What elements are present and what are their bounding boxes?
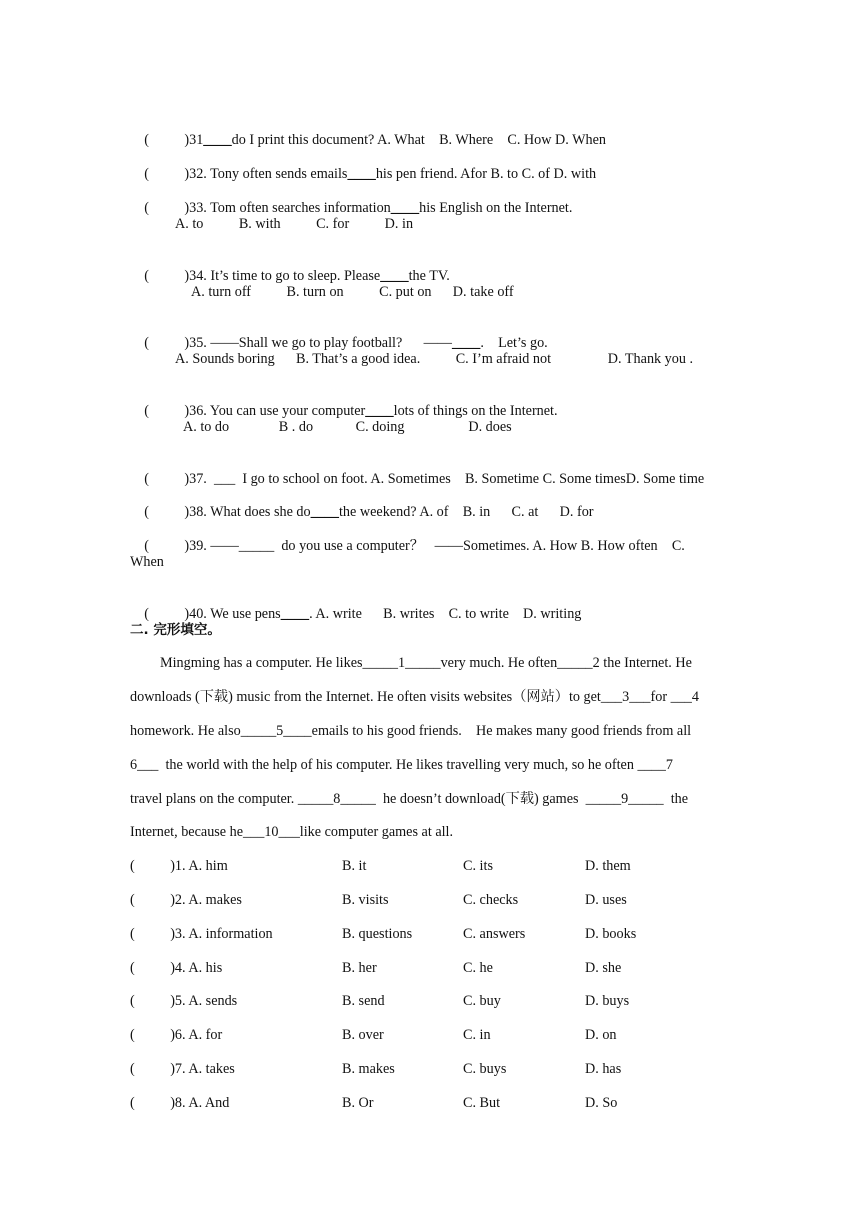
option-c: C. But <box>463 1095 501 1111</box>
question-number: 39 <box>189 538 204 554</box>
option-a: A. for <box>188 1027 223 1043</box>
option-b: B. visits <box>342 892 389 908</box>
option-d: D. uses <box>585 892 627 908</box>
blank: ____ <box>380 268 409 284</box>
answer-paren <box>130 1060 235 1078</box>
question-number: 38 <box>189 504 204 520</box>
paren-text: ( ) <box>130 892 175 908</box>
answer-paren: ( ) <box>144 268 190 284</box>
answer-paren: ( ) <box>144 606 190 622</box>
number-separator: . <box>182 960 189 976</box>
answer-paren: ( ) <box>144 504 190 520</box>
question-text: . Let’s go. <box>480 335 548 351</box>
question-number: 7 <box>174 1061 183 1077</box>
question-number: 6 <box>174 1027 183 1043</box>
answer-paren <box>130 925 273 943</box>
option-a: A. sends <box>188 993 238 1009</box>
answer-paren: ( ) <box>144 471 190 487</box>
blank: ____ <box>347 166 376 182</box>
option-c: C. answers <box>463 926 526 942</box>
passage-text: Internet, because he___10___like computer games at all. <box>130 824 454 840</box>
option-d: D. buys <box>585 993 630 1009</box>
question-text: . What does she do <box>203 504 311 520</box>
passage-text: downloads (下载) music from the Internet. He often visits websites（网站）to get___3___for ___4 <box>130 689 699 705</box>
question-text: . It’s time to go to sleep. Please <box>203 268 381 284</box>
question-text: the TV. <box>408 268 450 284</box>
number-separator: . <box>182 892 189 908</box>
blank: ____ <box>310 504 339 520</box>
question-number: 8 <box>174 1095 183 1111</box>
question-text: . A. write B. writes C. to write D. writing <box>309 606 582 622</box>
options-34: A. turn off B. turn on C. put on D. take off <box>191 284 514 300</box>
answer-paren <box>130 857 228 875</box>
paren-text: ( ) <box>130 858 175 874</box>
answer-paren <box>130 891 242 909</box>
answer-paren <box>130 959 222 977</box>
question-number: 40 <box>189 606 204 622</box>
question-text: . We use pens <box>203 606 281 622</box>
option-d: D. on <box>585 1027 617 1043</box>
option-c: C. in <box>463 1027 491 1043</box>
passage-line-6 <box>130 823 453 841</box>
paren-text: ( ) <box>130 1061 175 1077</box>
passage-line-3 <box>130 722 691 740</box>
option-a: A. makes <box>188 892 242 908</box>
blank: ____ <box>451 335 481 351</box>
options-35: A. Sounds boring B. That’s a good idea. C. I’m afraid not D. Thank you . <box>175 351 694 367</box>
option-b: B. over <box>342 1027 384 1043</box>
blank: ____ <box>365 403 394 419</box>
options-33: A. to B. with C. for D. in <box>175 216 414 232</box>
number-separator: . <box>182 1027 189 1043</box>
option-b: B. makes <box>342 1061 395 1077</box>
question-text: . Tony often sends emails <box>203 166 348 182</box>
question-number: 36 <box>189 403 204 419</box>
question-number: 32 <box>189 166 204 182</box>
option-d: D. books <box>585 926 637 942</box>
option-c: C. checks <box>463 892 519 908</box>
options-36: A. to do B . do C. doing D. does <box>183 419 512 435</box>
answer-paren: ( ) <box>144 335 190 351</box>
option-d: D. So <box>585 1095 618 1111</box>
option-d: D. them <box>585 858 631 874</box>
question-number: 4 <box>174 960 183 976</box>
option-b: B. questions <box>342 926 413 942</box>
option-a: A. And <box>188 1095 230 1111</box>
answer-paren <box>130 1094 229 1112</box>
option-b: B. it <box>342 858 367 874</box>
option-a: A. his <box>188 960 223 976</box>
option-c: C. buy <box>463 993 501 1009</box>
number-separator: . <box>182 1061 189 1077</box>
option-c: C. buys <box>463 1061 507 1077</box>
passage-text: travel plans on the computer. _____8_____ he doesn’t download(下载) games _____9_____ the <box>130 791 689 807</box>
option-d: D. has <box>585 1061 622 1077</box>
question-number: 31 <box>189 132 204 148</box>
paren-text: ( ) <box>130 1095 175 1111</box>
number-separator: . <box>182 858 189 874</box>
question-text: . ___ I go to school on foot. A. Sometimes B. Sometime C. Some timesD. Some time <box>203 471 705 487</box>
answer-paren: ( ) <box>144 403 190 419</box>
question-39-wrap: When <box>130 554 164 570</box>
paren-text: ( ) <box>130 1027 175 1043</box>
question-number: 33 <box>189 200 204 216</box>
option-c: C. he <box>463 960 493 976</box>
answer-paren: ( ) <box>144 200 190 216</box>
option-a: A. information <box>188 926 273 942</box>
answer-paren: ( ) <box>144 538 190 554</box>
passage-line-2 <box>130 688 699 706</box>
blank: ____ <box>280 606 310 622</box>
question-number: 37 <box>189 471 204 487</box>
question-number: 2 <box>174 892 183 908</box>
question-text: his English on the Internet. <box>419 200 573 216</box>
question-number: 3 <box>174 926 183 942</box>
passage-line-1 <box>160 654 692 672</box>
passage-line-4 <box>130 756 673 774</box>
number-separator: . <box>182 1095 189 1111</box>
section-heading: 二. 完形填空。 <box>130 622 221 638</box>
paren-text: ( ) <box>130 960 175 976</box>
question-text: . ——Shall we go to play football? —— <box>203 335 452 351</box>
answer-paren <box>130 992 237 1010</box>
question-text: . ——_____ do you use a computer？ ——Sometimes. A. How B. How often C. <box>203 538 685 554</box>
option-a: A. him <box>188 858 228 874</box>
question-text: . You can use your computer <box>203 403 366 419</box>
blank: ____ <box>390 200 420 216</box>
option-b: B. send <box>342 993 385 1009</box>
option-b: B. Or <box>342 1095 374 1111</box>
passage-line-5 <box>130 790 688 808</box>
question-number: 35 <box>189 335 204 351</box>
passage-text: homework. He also_____5____emails to his good friends. He makes many good friends from all <box>130 723 692 739</box>
passage-text: 6___ the world with the help of his computer. He likes travelling very much, so he often ____7 <box>130 757 673 773</box>
answer-paren: ( ) <box>144 132 190 148</box>
question-text: . Tom often searches information <box>203 200 391 216</box>
question-number: 5 <box>174 993 183 1009</box>
question-text: lots of things on the Internet. <box>393 403 558 419</box>
question-number: 34 <box>189 268 204 284</box>
option-b: B. her <box>342 960 377 976</box>
number-separator: . <box>182 926 189 942</box>
paren-text: ( ) <box>130 926 175 942</box>
answer-paren <box>130 1026 222 1044</box>
paren-text: ( ) <box>130 993 175 1009</box>
option-c: C. its <box>463 858 493 874</box>
answer-paren: ( ) <box>144 166 190 182</box>
number-separator: . <box>182 993 189 1009</box>
passage-text: Mingming has a computer. He likes_____1_____very much. He often_____2 the Internet. He <box>160 655 692 671</box>
blank: ____ <box>203 132 232 148</box>
question-number: 1 <box>174 858 183 874</box>
question-text: the weekend? A. of B. in C. at D. for <box>338 504 594 520</box>
option-d: D. she <box>585 960 622 976</box>
question-text: his pen friend. Afor B. to C. of D. with <box>375 166 597 182</box>
question-text: do I print this document? A. What B. Where C. How D. When <box>231 132 607 148</box>
question-39 <box>130 519 685 573</box>
option-a: A. takes <box>188 1061 235 1077</box>
